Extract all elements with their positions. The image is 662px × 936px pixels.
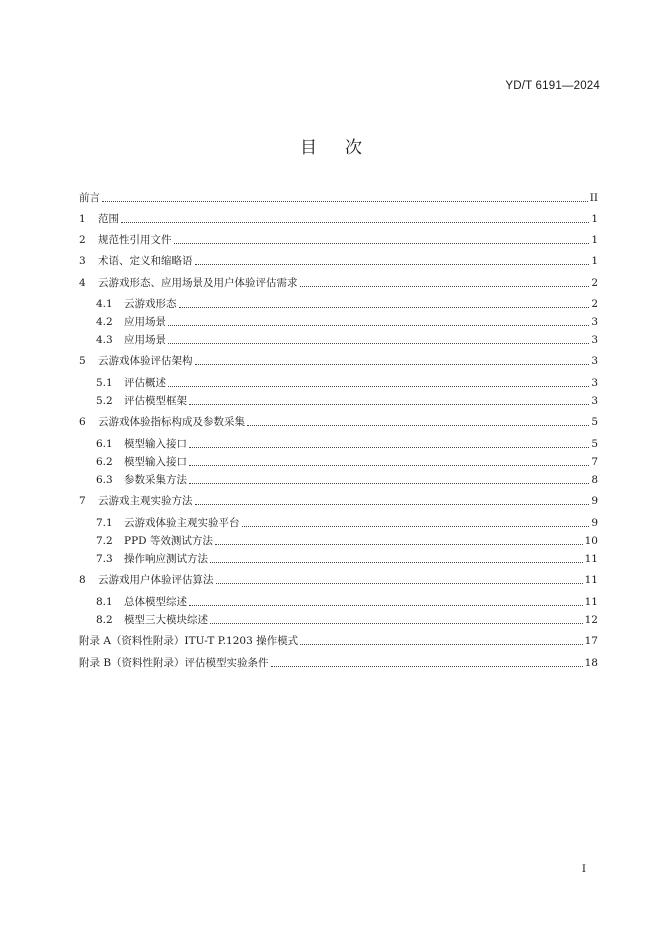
toc-leader-dots bbox=[195, 363, 590, 365]
toc-entry-label: 模型输入接口 bbox=[124, 438, 187, 450]
toc-entry-label: 云游戏形态 bbox=[124, 298, 177, 310]
toc-entry-label: 评估概述 bbox=[124, 377, 166, 389]
toc-entry-page: 1 bbox=[591, 234, 598, 246]
toc-entry-page: 7 bbox=[591, 456, 598, 468]
toc-subentry[interactable] bbox=[79, 436, 598, 452]
toc-entry-label: 规范性引用文件 bbox=[98, 234, 172, 246]
toc-entry-page: 5 bbox=[591, 416, 598, 428]
toc-subentry[interactable] bbox=[79, 515, 598, 531]
toc-entry-label: 模型三大模块综述 bbox=[124, 614, 208, 626]
toc-entry-page: 3 bbox=[591, 395, 598, 407]
toc-entry-number: 7 bbox=[79, 495, 86, 507]
toc-entry-label: 范围 bbox=[98, 213, 119, 225]
toc-leader-dots bbox=[210, 622, 583, 624]
toc-entry-page: 2 bbox=[591, 298, 598, 310]
toc-entry-label: 应用场景 bbox=[124, 334, 166, 346]
toc-entry-number: 5.2 bbox=[96, 395, 113, 407]
toc-leader-dots bbox=[121, 221, 589, 223]
toc-leader-dots bbox=[195, 263, 590, 265]
toc-entry-label: 前言 bbox=[79, 192, 100, 204]
toc-entry-number: 7.2 bbox=[96, 535, 113, 547]
toc-entry-number: 6.2 bbox=[96, 456, 113, 468]
page-number: I bbox=[581, 863, 586, 875]
toc-entry[interactable] bbox=[79, 275, 598, 291]
toc-entry-page: 2 bbox=[591, 277, 598, 289]
toc-leader-dots bbox=[300, 285, 590, 287]
toc-leader-dots bbox=[247, 424, 589, 426]
toc-entry-number: 5.1 bbox=[96, 377, 113, 389]
toc-entry-label: PPD 等效测试方法 bbox=[124, 535, 213, 547]
toc-leader-dots bbox=[189, 403, 589, 405]
toc-leader-dots bbox=[195, 503, 590, 505]
toc-entry-number: 8.2 bbox=[96, 614, 113, 626]
toc-entry-page: 9 bbox=[591, 495, 598, 507]
toc-entry-label: 评估模型框架 bbox=[124, 395, 187, 407]
toc-leader-dots bbox=[242, 525, 590, 527]
toc-entry-label: 附录 B（资料性附录）评估模型实验条件 bbox=[79, 657, 269, 669]
toc-entry-label: 云游戏体验指标构成及参数采集 bbox=[98, 416, 245, 428]
toc-entry-number: 7.1 bbox=[96, 517, 113, 529]
toc-entry-number: 4.2 bbox=[96, 316, 113, 328]
toc-leader-dots bbox=[271, 665, 583, 667]
toc-subentry[interactable] bbox=[79, 612, 598, 628]
toc-entry-label: 云游戏体验评估架构 bbox=[98, 355, 193, 367]
toc-entry-number: 7.3 bbox=[96, 553, 113, 565]
toc-entry-number: 8.1 bbox=[96, 596, 113, 608]
toc-entry-label: 模型输入接口 bbox=[124, 456, 187, 468]
toc-leader-dots bbox=[215, 543, 583, 545]
toc-entry-page: 1 bbox=[591, 213, 598, 225]
toc-leader-dots bbox=[300, 643, 583, 645]
toc-entry-page: II bbox=[589, 192, 598, 204]
page-title: 目次 bbox=[300, 138, 390, 158]
toc-entry-number: 2 bbox=[79, 234, 86, 246]
toc-entry-page: 3 bbox=[591, 334, 598, 346]
toc-subentry[interactable] bbox=[79, 296, 598, 312]
toc-entry-number: 6.3 bbox=[96, 474, 113, 486]
toc-entry[interactable] bbox=[79, 572, 598, 588]
toc-entry-page: 3 bbox=[591, 377, 598, 389]
toc-entry-page: 5 bbox=[591, 438, 598, 450]
toc-leader-dots bbox=[174, 242, 590, 244]
standard-code: YD/T 6191—2024 bbox=[505, 80, 600, 92]
toc-entry-page: 9 bbox=[591, 517, 598, 529]
toc-entry-page: 3 bbox=[591, 355, 598, 367]
toc-leader-dots bbox=[168, 324, 589, 326]
toc-entry[interactable] bbox=[79, 253, 598, 269]
toc-entry-preface[interactable] bbox=[79, 190, 598, 206]
toc-entry-label: 云游戏用户体验评估算法 bbox=[98, 574, 214, 586]
toc-entry-number: 1 bbox=[79, 213, 86, 225]
toc-entry-appendix-a[interactable] bbox=[79, 633, 598, 649]
toc-entry-label: 术语、定义和缩略语 bbox=[98, 255, 193, 267]
toc-entry-page: 3 bbox=[591, 316, 598, 328]
toc-subentry[interactable] bbox=[79, 472, 598, 488]
toc-entry[interactable] bbox=[79, 353, 598, 369]
toc-entry-page: 17 bbox=[584, 635, 598, 647]
toc-entry-page: 11 bbox=[584, 596, 598, 608]
toc-leader-dots bbox=[168, 342, 589, 344]
toc-entry-number: 4.3 bbox=[96, 334, 113, 346]
toc-leader-dots bbox=[216, 582, 583, 584]
toc-leader-dots bbox=[179, 306, 590, 308]
toc-entry-label: 操作响应测试方法 bbox=[124, 553, 208, 565]
toc-subentry[interactable] bbox=[79, 393, 598, 409]
toc-entry-page: 1 bbox=[591, 255, 598, 267]
toc-leader-dots bbox=[168, 385, 589, 387]
toc-leader-dots bbox=[189, 604, 583, 606]
toc-entry-number: 3 bbox=[79, 255, 86, 267]
toc-entry-label: 附录 A（资料性附录）ITU-T P.1203 操作模式 bbox=[79, 635, 299, 647]
toc-subentry[interactable] bbox=[79, 594, 598, 610]
toc-entry-label: 云游戏体验主观实验平台 bbox=[124, 517, 240, 529]
toc-entry-label: 总体模型综述 bbox=[124, 596, 187, 608]
toc-entry-page: 11 bbox=[584, 574, 598, 586]
toc-entry-label: 参数采集方法 bbox=[124, 474, 187, 486]
toc-entry-page: 10 bbox=[584, 535, 598, 547]
toc-entry-label: 云游戏形态、应用场景及用户体验评估需求 bbox=[98, 277, 298, 289]
toc-entry-page: 18 bbox=[584, 657, 598, 669]
toc-entry[interactable] bbox=[79, 211, 598, 227]
toc-subentry[interactable] bbox=[79, 533, 598, 549]
toc-subentry[interactable] bbox=[79, 375, 598, 391]
toc-entry-number: 6 bbox=[79, 416, 86, 428]
toc-entry-label: 应用场景 bbox=[124, 316, 166, 328]
toc-entry-number: 8 bbox=[79, 574, 86, 586]
toc-entry-page: 12 bbox=[584, 614, 598, 626]
toc-entry-appendix-b[interactable] bbox=[79, 655, 598, 671]
toc-entry-number: 5 bbox=[79, 355, 86, 367]
toc-leader-dots bbox=[189, 446, 589, 448]
toc-leader-dots bbox=[189, 482, 589, 484]
toc-entry-number: 4 bbox=[79, 277, 86, 289]
toc-subentry[interactable] bbox=[79, 314, 598, 330]
toc-leader-dots bbox=[210, 561, 583, 563]
toc-entry-number: 6.1 bbox=[96, 438, 113, 450]
toc-leader-dots bbox=[189, 464, 589, 466]
toc-entry[interactable] bbox=[79, 414, 598, 430]
toc-leader-dots bbox=[102, 200, 588, 202]
toc-subentry[interactable] bbox=[79, 454, 598, 470]
toc-entry-number: 4.1 bbox=[96, 298, 113, 310]
toc-entry-label: 云游戏主观实验方法 bbox=[98, 495, 193, 507]
toc-subentry[interactable] bbox=[79, 551, 598, 567]
toc-entry[interactable] bbox=[79, 493, 598, 509]
toc-entry[interactable] bbox=[79, 232, 598, 248]
toc-subentry[interactable] bbox=[79, 332, 598, 348]
toc-entry-page: 11 bbox=[584, 553, 598, 565]
toc-entry-page: 8 bbox=[591, 474, 598, 486]
